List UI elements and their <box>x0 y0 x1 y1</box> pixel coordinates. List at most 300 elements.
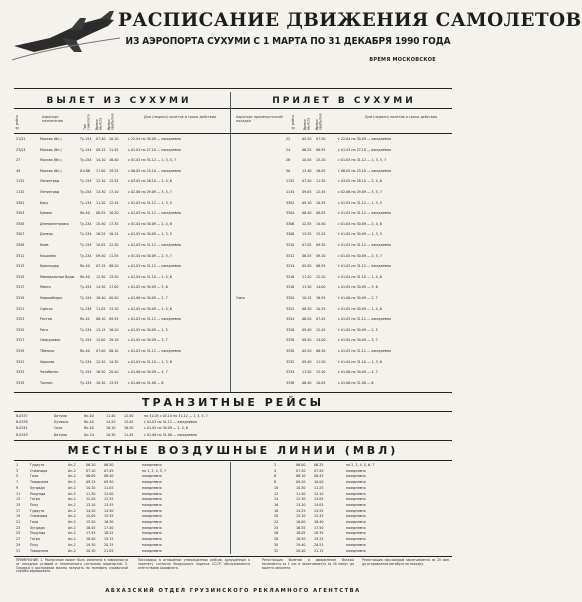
departure-time: 09.40 <box>302 359 312 364</box>
operating-days: с 01.06 по 30.09 — 4, 7 <box>338 370 378 375</box>
list-item <box>14 509 228 513</box>
aircraft-type: Ту-154 <box>80 370 92 375</box>
list-item <box>14 514 228 518</box>
departure-time: 15.40 <box>96 221 106 226</box>
destination: Гудаута <box>30 508 45 513</box>
departure-time: 19.40 <box>296 542 306 547</box>
intermediate-stop: Омск <box>236 296 245 300</box>
operating-days: с 22.04 по 30.09 — ежедневно <box>128 137 182 141</box>
operating-days: ежедневно <box>346 542 366 547</box>
aircraft-type: Ан-2 <box>68 474 76 479</box>
aircraft-type: Ан-2 <box>68 508 76 513</box>
table-row <box>14 285 228 289</box>
arrival-time: 13.10 <box>109 306 119 311</box>
arrival-time: 16.50 <box>124 426 134 431</box>
table-row <box>14 414 452 418</box>
list-item <box>14 486 228 490</box>
arrival-time: 14.50 <box>104 508 114 513</box>
operating-days: ежедневно <box>346 468 366 473</box>
operating-days: с 01.04 по 30.09 — 2, 4, 6 <box>128 221 172 226</box>
arrival-time: 13.55 <box>104 502 114 507</box>
aircraft-type: Ту-154 <box>80 338 92 343</box>
departure-time: 12.55 <box>302 221 312 226</box>
arrival-time: 12.50 <box>124 414 134 418</box>
operating-days: с 01.06 по 30.09 — 2, 7 <box>128 296 168 300</box>
departure-time: 06.20 <box>302 317 312 322</box>
notes-right-b: Регистрация пассажиров заканчивается за 20 мин. до отправления автобуса на посадку. <box>362 558 450 566</box>
arrival-time: 11.50 <box>316 359 326 364</box>
departure-time: 05.50 <box>302 264 312 269</box>
table-row <box>234 201 452 205</box>
table-row <box>234 275 452 279</box>
arrival-time: 15.25 <box>316 232 326 237</box>
table-row <box>234 243 452 247</box>
departure-time: 16.50 <box>96 370 106 375</box>
arrival-time: 08.20 <box>109 264 119 269</box>
arrival-time: 08.45 <box>314 474 324 479</box>
destination: Гали <box>30 520 39 524</box>
flight-number: 21 <box>16 520 21 524</box>
departure-time: 10.30 <box>96 380 106 385</box>
operating-days: ежедневно <box>346 514 366 519</box>
arrival-time: 16.05 <box>316 168 326 173</box>
operating-days: с 01.06 по 30.09 — 2, 7 <box>338 296 378 300</box>
arrival-time: 18.25 <box>104 531 114 536</box>
operating-days: ежедневно <box>346 531 366 536</box>
operating-days: с 01.03 по 31.12 — ежедневно <box>338 264 392 269</box>
destination: Свердловск <box>40 338 61 343</box>
table-row <box>14 349 228 353</box>
airport: Батуми <box>54 414 67 418</box>
arrival-time: 15.35 <box>104 514 114 519</box>
list-item <box>14 537 228 541</box>
operating-days: ежедневно <box>142 542 162 547</box>
time-zone-note: ВРЕМЯ МОСКОВСКОЕ <box>369 57 436 63</box>
aircraft-type: Ту-154 <box>80 190 92 194</box>
departure-time: 15.50 <box>86 520 96 524</box>
operating-days: с 01.05 по 30.09 — 1, 3, 5 <box>128 232 172 237</box>
table-row <box>14 179 228 183</box>
aircraft-type: Як-40 <box>80 349 90 353</box>
flight-number: 10 <box>274 485 279 490</box>
departure-time: 20.30 <box>86 548 96 553</box>
flight-number: 12 <box>274 491 279 496</box>
table-row <box>14 338 228 342</box>
flight-number: 32 <box>274 548 279 553</box>
operating-days: с 01.06 по 31.08 — 6 <box>128 380 164 385</box>
table-row <box>14 360 228 364</box>
operating-days: с 01.03 по 31.12 — ежедневно <box>144 420 198 425</box>
table-row <box>234 317 452 321</box>
arrival-time: 10.20 <box>109 211 119 216</box>
departure-time: 13.15 <box>96 327 106 332</box>
arrival-time: 00.50 <box>109 296 119 300</box>
column-header-rule <box>14 133 452 134</box>
arr-col-arr: Время прибытия <box>315 113 323 130</box>
arrival-time: 18.35 <box>314 531 324 536</box>
departure-time: 09.25 <box>96 147 106 152</box>
arrival-time: 17.50 <box>314 525 324 530</box>
flight-number: 3319 <box>16 296 25 300</box>
table-row <box>14 420 452 424</box>
flight-number: 3333 <box>16 370 25 375</box>
notes-left: ПРИМЕЧАНИЕ: 1. Расписание может быть изменено в зависимости от погодных условий и технического состояния аэропортов. 2. Справки о расписании можно получить по телефону справочной службы аэровокзала. <box>16 558 128 574</box>
flight-number: 7 <box>16 480 19 485</box>
aircraft-type: Ту-154 <box>80 147 92 152</box>
departure-time: 17.55 <box>86 531 96 536</box>
destination: Днепропетровск <box>40 221 69 226</box>
arrival-time: 10.35 <box>316 200 326 205</box>
departure-time: 12.20 <box>86 497 96 502</box>
table-row <box>234 179 452 183</box>
departure-time: 06.25 <box>302 147 312 152</box>
arr-col-flight: № рейса <box>291 115 295 130</box>
flight-number: 29 <box>16 542 21 547</box>
departure-time: 14.20 <box>106 420 116 425</box>
center-divider <box>230 92 231 392</box>
operating-days: ежедневно <box>346 485 366 490</box>
departure-time: 16.10 <box>106 426 116 431</box>
dep-col-airport: Аэропорт назначения <box>42 115 63 123</box>
local-bottom-rule <box>14 460 452 461</box>
aircraft-type: Ту-134 <box>80 359 92 364</box>
departure-time: 09.15 <box>86 480 96 485</box>
operating-days: ежедневно <box>346 491 366 496</box>
operating-days: с 01.05 по 30.09 — 3, 7 <box>128 338 168 343</box>
page-subtitle: ИЗ АЭРОПОРТА СУХУМИ С 1 МАРТА ПО 31 ДЕКАБРЯ 1990 ГОДА <box>125 36 451 47</box>
flight-number: 14 <box>274 497 279 502</box>
destination: Гагра <box>30 537 40 542</box>
flight-number: 1132 <box>16 190 25 194</box>
aircraft-type: Ту-154 <box>80 158 92 163</box>
arrival-time: 10.05 <box>316 380 326 385</box>
table-row <box>234 285 452 289</box>
arrivals-heading: ПРИЛЕТ В СУХУМИ <box>272 96 416 106</box>
table-row <box>14 317 228 321</box>
operating-days: с 01.03 по 31.12 — ежедневно <box>338 317 392 322</box>
destination: Москва (Вн.) <box>40 168 62 173</box>
departure-time: 07.10 <box>86 468 96 473</box>
operating-days: с 22.04 по 30.09 — ежедневно <box>338 137 392 141</box>
table-row <box>234 222 452 226</box>
flight-number: 3304 <box>286 211 295 216</box>
list-item <box>14 549 228 553</box>
departure-time: 14.25 <box>296 508 306 513</box>
table-row <box>234 360 452 364</box>
aircraft-type: Ан-2 <box>68 520 76 524</box>
operating-days: по 2, 3, 4, 5, 6, 7 <box>346 463 375 467</box>
arrival-time: 19.25 <box>109 168 119 173</box>
flight-number: 8 <box>274 480 277 485</box>
operating-days: ежедневно <box>142 502 162 507</box>
destination: Новосибирск <box>40 296 63 300</box>
arrival-time: 17.10 <box>109 190 119 194</box>
table-row <box>14 158 228 162</box>
departure-time: 07.50 <box>302 179 312 184</box>
transit-heading: ТРАНЗИТНЫЕ РЕЙСЫ <box>141 396 324 409</box>
table-row <box>234 169 452 173</box>
flight-number: 24 <box>274 525 279 530</box>
flight-number: 3328 <box>286 338 295 343</box>
list-item <box>234 526 452 530</box>
departure-time: 07.00 <box>96 349 106 353</box>
table-row <box>14 137 228 141</box>
operating-days: ежедневно <box>142 531 162 536</box>
table-row <box>14 264 228 268</box>
flight-number: 3302 <box>286 200 295 205</box>
flight-number: 22 <box>286 137 291 141</box>
aircraft-type: Ан-2 <box>68 525 76 530</box>
operating-days: с 02.06 по 29.09 — 3, 5, 7 <box>338 190 382 194</box>
list-item <box>14 531 228 535</box>
operating-days: с 01.04 по 31.10 — 1, 4, 6 <box>338 274 382 279</box>
destination: Пицунда <box>30 491 46 496</box>
operating-days: с 01.04 по 31.10 — 1, 3, 6 <box>128 359 172 364</box>
operating-days: ежедневно <box>142 537 162 542</box>
arrival-time: 12.20 <box>316 274 326 279</box>
list-item <box>234 531 452 535</box>
arrival-time: 20.15 <box>104 542 114 547</box>
destination: Минск <box>40 285 51 290</box>
local-divider <box>230 462 231 554</box>
flight-number: 6 <box>274 474 277 479</box>
departure-time: 16.00 <box>296 520 306 524</box>
destination: Харьков <box>40 359 55 364</box>
flight-number: 16 <box>274 502 279 507</box>
flight-number: 1132 <box>286 179 295 184</box>
aircraft-type: Ту-134 <box>80 253 92 258</box>
flight-number: 20 <box>274 514 279 519</box>
destination: Ереван <box>40 211 53 216</box>
aircraft-type: Ту-154 <box>80 243 92 247</box>
aircraft-type: Ту-154 <box>80 296 92 300</box>
destination: Очамчира <box>30 514 48 519</box>
departure-time: 14.10 <box>96 158 106 163</box>
operating-days: с 03.05 по 28.10 — 2, 4, 6 <box>128 179 172 184</box>
destination: Очамчира <box>30 468 48 473</box>
flight-number: 5 <box>16 474 19 479</box>
arrival-time: 11.30 <box>316 179 326 184</box>
arrival-time: 06.50 <box>104 463 114 467</box>
flight-number: 24 <box>286 147 291 152</box>
arrival-time: 14.00 <box>316 285 326 290</box>
flight-number: 26 <box>274 531 279 536</box>
table-row <box>14 296 228 300</box>
departure-time: 06.00 <box>296 463 306 467</box>
flight-number: 2 <box>274 463 277 467</box>
operating-days: с 01.05 по 30.09 — 2, 5 <box>338 327 378 332</box>
table-row <box>234 254 452 258</box>
arrival-time: 13.20 <box>316 158 326 163</box>
table-row <box>234 338 452 342</box>
table-row <box>234 232 452 236</box>
arrival-time: 20.40 <box>109 370 119 375</box>
flight-number: 4 <box>274 468 277 473</box>
flight-number: 3315 <box>16 274 25 279</box>
list-item <box>14 492 228 496</box>
arr-col-days: Дни (недели) полетов и сроки действия <box>364 115 438 119</box>
arrival-time: 12.55 <box>104 497 114 502</box>
destination: Ткварчели <box>30 548 49 553</box>
departure-time: 09.50 <box>302 338 312 343</box>
table-row <box>14 169 228 173</box>
departure-time: 16.55 <box>296 525 306 530</box>
aircraft-type: Ан-2 <box>68 480 76 485</box>
operating-days: ежедневно <box>346 497 366 502</box>
departure-time: 06.40 <box>302 211 312 216</box>
flight-number: 3309 <box>16 243 25 247</box>
list-item <box>14 503 228 507</box>
operating-days: с 01.06 по 31.08 — 6 <box>338 380 374 385</box>
arrival-time: 17.40 <box>104 525 114 530</box>
table-row <box>234 137 452 141</box>
destination: Одесса <box>40 306 53 311</box>
notes-rule <box>14 556 452 557</box>
flight-number: 15 <box>16 502 21 507</box>
dep-col-type: Тип самолета <box>83 114 91 130</box>
destination: Донецк <box>40 232 54 237</box>
flight-number: 3316 <box>286 274 295 279</box>
flight-number: 27 <box>16 158 21 163</box>
flight-number: 3330 <box>286 349 295 353</box>
departure-time: 08.10 <box>96 317 106 322</box>
operating-days: с 01.05 по 30.09 — 2, 5 <box>128 327 168 332</box>
heading-rule <box>14 108 452 109</box>
departure-time: 13.35 <box>302 232 312 237</box>
destination: Киев <box>40 243 49 247</box>
list-item <box>234 503 452 507</box>
arrival-time: 12.45 <box>316 190 326 194</box>
list-item <box>234 543 452 547</box>
arrival-time: 12.00 <box>104 491 114 496</box>
table-row <box>14 307 228 311</box>
airport: Сочи <box>54 426 63 431</box>
operating-days: с 01.03 по 31.12 — 1, 3, 5 <box>128 200 172 205</box>
arrival-time: 09.35 <box>109 317 119 322</box>
aircraft-type: Ан-24 <box>84 432 94 437</box>
destination: Таллин <box>40 380 53 385</box>
departure-time: 09.40 <box>96 253 106 258</box>
table-row <box>14 433 452 437</box>
arrival-time: 15.55 <box>109 179 119 184</box>
table-row <box>234 349 452 353</box>
flight-number: 28 <box>274 537 279 542</box>
arrival-time: 15.05 <box>124 420 134 425</box>
departure-time: 06.20 <box>86 463 96 467</box>
operating-days: с 01.03 по 31.12 — 1, 3, 5, 7 <box>128 158 177 163</box>
aircraft-type: Ан-2 <box>68 502 76 507</box>
operating-days: с 01.04 по 31.10 — 1, 4, 6 <box>128 274 172 279</box>
destination: Гали <box>30 474 39 479</box>
flight-number: 3321 <box>16 306 25 311</box>
flight-number: 3308 <box>286 232 295 237</box>
flight-number: 3322 <box>286 306 295 311</box>
flight-number: 3306 <box>286 221 295 226</box>
departure-time: 08.10 <box>296 474 306 479</box>
arrival-time: 09.30 <box>316 243 326 247</box>
local-top-rule <box>14 440 452 441</box>
departure-time: 12.30 <box>296 497 306 502</box>
table-row <box>234 148 452 152</box>
departure-time: 10.10 <box>86 485 96 490</box>
table-row <box>234 264 452 268</box>
destination: Москва (Вн.) <box>40 147 62 152</box>
table-row <box>14 148 228 152</box>
departure-time: 06.40 <box>302 380 312 385</box>
aircraft-type: Ан-2 <box>68 491 76 496</box>
table-row <box>14 370 228 374</box>
page-title: РАСПИСАНИЕ ДВИЖЕНИЯ САМОЛЕТОВ <box>118 10 582 31</box>
arrival-time: 11.55 <box>109 147 119 152</box>
departure-time: 18.50 <box>296 537 306 542</box>
flight-number: 3334 <box>286 370 295 375</box>
list-item <box>14 474 228 478</box>
operating-days: ежедневно <box>142 525 162 530</box>
departure-time: 10.30 <box>296 485 306 490</box>
destination: Гудаута <box>30 463 45 467</box>
operating-days: с 01.05 по 30.09 — 1, 4, 6 <box>338 306 382 311</box>
arrival-time: 11.45 <box>124 432 134 437</box>
arrival-time: 12.45 <box>109 200 119 205</box>
arr-col-dep: Время вылета <box>303 117 311 130</box>
departure-time: 07.05 <box>302 243 312 247</box>
table-row <box>234 370 452 374</box>
departure-time: 20.40 <box>296 548 306 553</box>
operating-days: ежедневно <box>142 508 162 513</box>
table-row <box>14 426 452 430</box>
arrival-time: 08.40 <box>104 474 114 479</box>
operating-days: с 01.03 по 31.12 — ежедневно <box>128 349 182 353</box>
destination: Зугдиди <box>30 485 45 490</box>
table-row <box>14 190 228 194</box>
aircraft-type: Ан-2 <box>68 485 76 490</box>
flight-number: 9 <box>16 485 19 490</box>
destination: Москва (Вн.) <box>40 137 62 141</box>
operating-days: с 01.05 по 30.09 — 3, 7 <box>338 338 378 343</box>
arrival-time: 13.50 <box>109 274 119 279</box>
flight-number: 3327 <box>16 338 25 343</box>
operating-days: с 01.05 по 30.09 — 2, 5, 7 <box>338 253 382 258</box>
table-row <box>234 381 452 385</box>
arrival-time: 16.40 <box>314 520 324 524</box>
operating-days: с 01.03 по 31.12 — ежедневно <box>338 243 392 247</box>
operating-days: с 01.03 по 27.10 — ежедневно <box>128 147 182 152</box>
list-item <box>14 497 228 501</box>
departure-time: 15.10 <box>296 514 306 519</box>
arrival-time: 07.50 <box>314 468 324 473</box>
destination: Зугдиди <box>30 525 45 530</box>
transit-bottom-rule <box>14 411 452 412</box>
operating-days: с 01.05 по 30.09 — 1, 4, 6 <box>128 306 172 311</box>
aircraft-type: Ан-2 <box>68 497 76 502</box>
list-item <box>234 486 452 490</box>
destination: Баку <box>40 200 49 205</box>
list-item <box>234 480 452 484</box>
departure-time: 13.20 <box>296 502 306 507</box>
departure-time: 06.55 <box>302 253 312 258</box>
destination: Ленинград <box>40 179 60 184</box>
arrival-time: 14.55 <box>314 508 324 513</box>
flight-number: 3310 <box>286 243 295 247</box>
flight-number: 30 <box>274 542 279 547</box>
operating-days: с 01.05 по 30.09 — 2, 4, 6 <box>144 426 188 431</box>
departure-time: 07.20 <box>296 468 306 473</box>
table-row <box>14 275 228 279</box>
transit-top-rule <box>14 392 452 393</box>
flight-number: 17 <box>16 508 21 513</box>
list-item <box>234 469 452 473</box>
aircraft-type: Ту-134 <box>80 380 92 385</box>
